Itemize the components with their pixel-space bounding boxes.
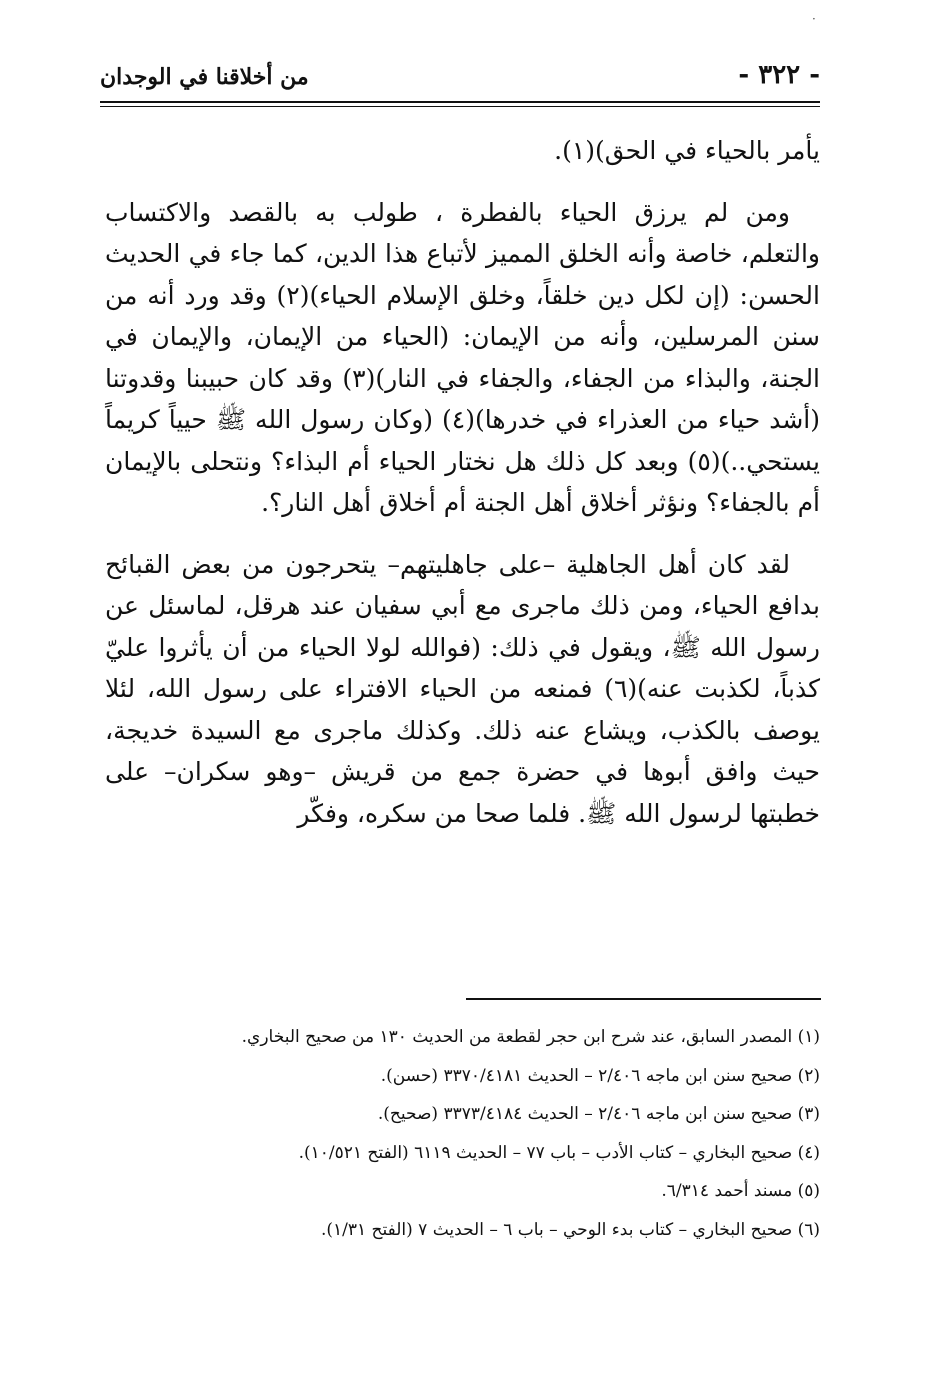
footnote-separator (466, 998, 821, 1000)
paragraph: ومن لم يرزق الحياء بالفطرة ، طولب به بالقصد والاكتساب والتعلم، خاصة وأنه الخلق المميز لأتباع هذا الدين، كما جاء في الحديث الحسن: (إن لكل دين خلقاً، وخلق الإسلام الحياء)(٢) وقد ورد أنه من سنن المرسلين، وأنه من الإيمان: (الحياء من الإيمان، والإيمان في الجنة، والبذاء من الجفاء، والجفاء في النار)(٣) وقد كان حبيبنا وقدوتنا (أشد حياء من العذراء في خدرها)(٤) (وكان رسول الله ﷺ حيياً كريماً يستحي..)(٥) وبعد كل ذلك هل نختار الحياء أم البذاء؟ ونتحلى بالإيمان أم بالجفاء؟ ونؤثر أخلاق أهل الجنة أم أخلاق أهل النار؟. (105, 197, 821, 517)
footnote: (١) المصدر السابق، عند شرح ابن حجر لقطعة من الحديث ١٣٠ من صحيح البخاري. (241, 1027, 820, 1047)
paragraph: لقد كان أهل الجاهلية –على جاهليتهم– يتحرجون من بعض القبائح بدافع الحياء، ومن ذلك ماجرى مع أبي سفيان عند هرقل، لماسئل عن رسول الله ﷺ، ويقول في ذلك: (فوالله لولا الحياء من أن يأثروا عليّ كذباً، لكذبت عنه)(٦) فمنعه من الحياء الافتراء على رسول الله، لئلا يوصف بالكذب، ويشاع عنه ذلك. وكذلك ماجرى مع السيدة خديجة، حيث وافق أبوها في حضرة جمع من قريش –وهو سكران– على خطبتها لرسول الله ﷺ. فلما صحا من سكره، وفكّر (105, 549, 820, 828)
page-header (100, 60, 820, 100)
main-text (105, 130, 820, 854)
header-rule (100, 101, 820, 103)
footnote: (٢) صحيح سنن ابن ماجه ٢/٤٠٦ – الحديث ٣٣٧٠/٤١٨١ (حسن). (380, 1065, 820, 1086)
continuation-line: يأمر بالحياء في الحق)(١). (554, 136, 820, 165)
footnote: (٦) صحيح البخاري – كتاب بدء الوحي – باب ٦ – الحديث ٧ (الفتح ١/٣١). (320, 1219, 820, 1240)
footnote: (٥) مسند أحمد ٦/٣١٤. (661, 1181, 820, 1201)
page-number: - ٣٢٢ - (738, 60, 820, 90)
header-rule-thin (100, 106, 820, 107)
footnotes (105, 1018, 820, 1249)
running-title: من أخلاقنا في الوجدان (100, 64, 309, 90)
footnote: (٣) صحيح سنن ابن ماجه ٢/٤٠٦ – الحديث ٣٣٧٣/٤١٨٤ (صحيح). (377, 1104, 820, 1124)
scan-margin-mark: · (812, 12, 816, 26)
footnote: (٤) صحيح البخاري – كتاب الأدب – باب ٧٧ – الحديث ٦١١٩ (الفتح ١٠/٥٢١). (298, 1142, 820, 1163)
